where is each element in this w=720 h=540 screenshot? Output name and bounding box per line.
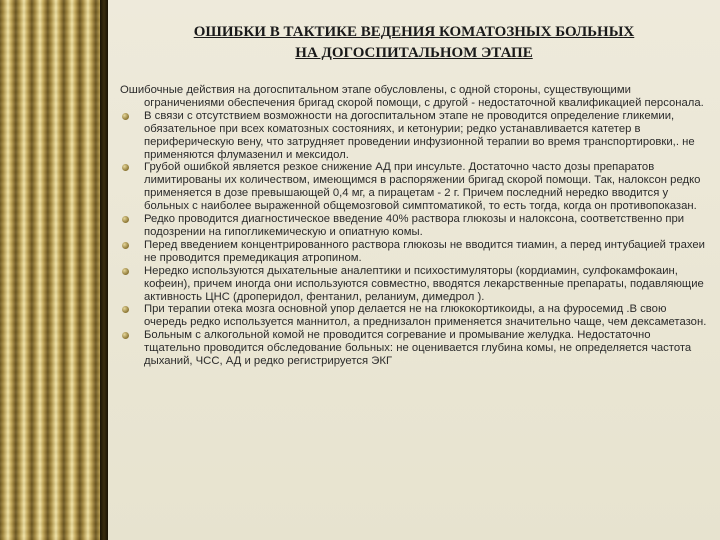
list-item-text: При терапии отека мозга основной упор делается не на глюкокортикоиды, а на фуросемид .В свою очередь редко используется маннитол, а преднизалон применяется значительно чаще, чем дексаметазон. — [144, 303, 707, 329]
bullet-icon — [122, 216, 129, 223]
bullet-icon — [122, 306, 129, 313]
list-item-text: В связи с отсутствием возможности на догоспитальном этапе не проводится определение гликемии, обязательное при всех коматозных состояниях, и кетонурии; редко устанавливается катетер в периферическую вену, что затрудняет проведении инфузионной терапии во время транспортировки,. не применяются флумазенил и мексидол. — [144, 109, 695, 161]
title-line-1: ОШИБКИ В ТАКТИКЕ ВЕДЕНИЯ КОМАТОЗНЫХ БОЛЬНЫХ — [193, 24, 635, 40]
slide-title — [108, 22, 720, 64]
list-item — [120, 213, 710, 239]
title-line-2: НА ДОГОСПИТАЛЬНОМ ЭТАПЕ — [295, 45, 533, 61]
slide-body — [120, 84, 710, 368]
bullet-icon — [122, 332, 129, 339]
list-item — [120, 161, 710, 213]
list-item — [120, 110, 710, 162]
intro-paragraph: Ошибочные действия на догоспитальном этапе обусловлены, с одной стороны, существующими ограничениями обеспечения бригад скорой помощи, с другой - недостаточной квалификацией персонала. — [120, 84, 704, 109]
list-item-text: Перед введением концентрированного раствора глюкозы не вводится тиамин, а перед интубацией трахеи не проводится премедикация атропином. — [144, 238, 705, 264]
list-item-text: Больным с алкогольной комой не проводится согревание и промывание желудка. Недостаточно тщательно проводится обследование больных: не оценивается глубина комы, не определяется частота дыханий, ЧСС, АД и редко регистрируется ЭКГ — [144, 329, 692, 368]
slide — [108, 0, 720, 540]
list-item-text: Нередко используются дыхательные аналептики и психостимуляторы (кордиамин, сулфокамфокаин, кофеин), причем иногда они используются совместно, вводятся лекарственные препараты, подавляющие активность ЦНС (дроперидол, фентанил, реланиум, димедрол ). — [144, 264, 704, 303]
list-item — [120, 329, 710, 368]
bullet-list — [120, 110, 710, 368]
list-item-text: Редко проводится диагностическое введение 40% раствора глюкозы и налоксона, соответственно при подозрении на гипогликемическую и опиатную комы. — [144, 213, 685, 238]
decorative-gold-band — [0, 0, 100, 540]
bullet-icon — [122, 113, 129, 120]
list-item — [120, 265, 710, 304]
bullet-icon — [122, 268, 129, 275]
list-item-text: Грубой ошибкой является резкое снижение АД при инсульте. Достаточно часто дозы препаратов лимитированы их количеством, имеющимся в распоряжении бригад скорой помощи. Так, налоксон редко применяется в дозе превышающей 0,4 мг, а пирацетам - 2 г. Причем последний нередко вводится у больных с наиболее выраженной общемозговой симптоматикой, то есть тогда, когда он противопоказан. — [144, 161, 701, 213]
list-item — [120, 303, 710, 329]
list-item — [120, 239, 710, 265]
bullet-icon — [122, 242, 129, 249]
bullet-icon — [122, 164, 129, 171]
decorative-dark-strip — [100, 0, 108, 540]
